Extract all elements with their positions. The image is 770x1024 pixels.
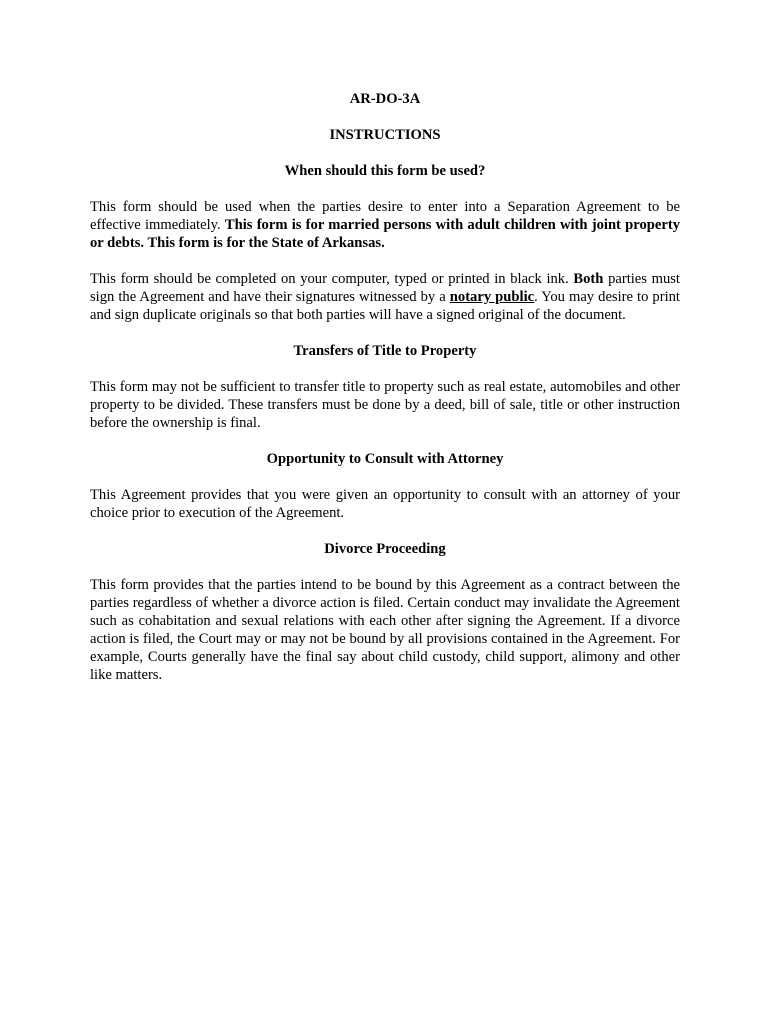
paragraph-when-used [90,198,680,252]
paragraph-attorney: This Agreement provides that you were given an opportunity to consult with an attorney of your choice prior to execution of the Agreement. [90,487,680,521]
heading-transfers: Transfers of Title to Property [293,343,477,359]
paragraph-completion [90,270,680,324]
document-page [90,90,680,702]
paragraph-divorce: This form provides that the parties intend to be bound by this Agreement as a contract between the parties regardless of whether a divorce action is filed. Certain conduct may invalidate the Agreement such as cohabitation and sexual relations with each other after signing the Agreement. If a divorce action is filed, the Court may or may not be bound by all provisions contained in the Agreement. For example, Courts generally have the final say about child custody, child support, alimony and other like matters. [90,577,680,683]
page-title: INSTRUCTIONS [329,127,441,143]
when-used-text: This form should be used when the parties desire to enter into a Separation Agreement to be effective immediately. [90,199,680,233]
heading-divorce: Divorce Proceeding [324,541,446,557]
completion-text-b: parties must sign the Agreement and have their signatures witnessed by a [90,271,680,305]
paragraph-transfers: This form may not be sufficient to transfer title to property such as real estate, automobiles and other property to be divided. These transfers must be done by a deed, bill of sale, title or other instruction before the ownership is final. [90,379,680,431]
notary-public-text: notary public [449,289,535,305]
heading-attorney: Opportunity to Consult with Attorney [266,451,504,467]
completion-text-c: . You may desire to print and sign duplicate originals so that both parties will have a signed original of the document. [90,289,680,323]
completion-text-a: This form should be completed on your computer, typed or printed in black ink. [90,271,569,287]
form-id: AR-DO-3A [349,91,421,107]
completion-bold-both: Both [573,271,604,287]
when-used-bold-text: This form is for married persons with adult children with joint property or debts. This form is for the State of Arkansas. [90,217,681,251]
heading-when-used: When should this form be used? [284,163,486,179]
